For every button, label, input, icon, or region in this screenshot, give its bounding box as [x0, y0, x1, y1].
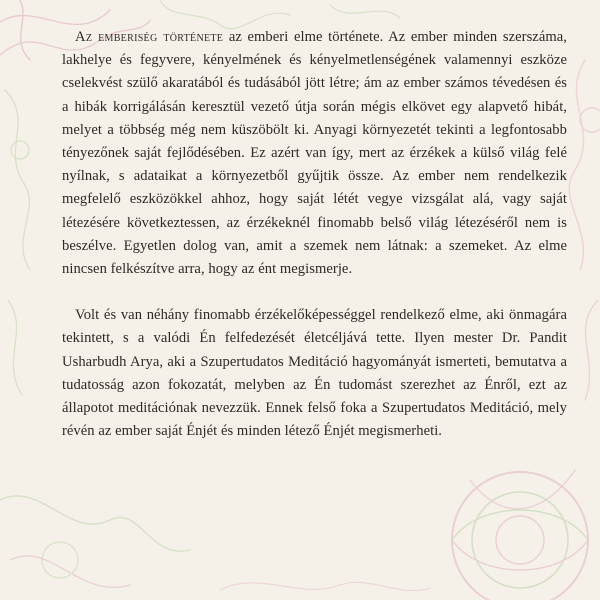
paragraph-1: [62, 26, 567, 281]
paragraph-2-text: Volt és van néhány finomabb érzékelőképességgel rendelkező elme, aki önmagára tekintett, s a valódi Én felfedezését életcéljává tette. Ilyen mester Dr. Pandit Usharbudh Arya, aki a Szupertudatos Meditáció hagyományát ismerteti, bemutatva a tudatosság azon fokozatát, melyben az Én tudomást szerezhet az Énről, ezt az állapotot meditációnak nevezzük. Ennek felső foka a Szupertudatos Meditáció, mely révén az ember saját Énjét és minden létező Énjét megismerheti.: [62, 307, 567, 440]
left-side-ornament: [5, 90, 30, 395]
bottom-right-ornament: [452, 470, 588, 600]
bottom-left-ornament: [0, 496, 190, 588]
right-side-ornament: [569, 60, 600, 400]
text-page: [62, 26, 567, 443]
paragraph-2: [62, 304, 567, 443]
paragraph-1-lead: Az emberiség története: [75, 29, 224, 45]
paragraph-1-text: az emberi elme története. Az ember minden szerszáma, lakhelye és fegyvere, kényelmének és kényelmetlenségének valamennyi eszköze cselekvést szülő akaratából és tudásából jött létre; ám az ember számos tévedésen és a hibák korrigálásán keresztül vezető útja során mégis elkövet egy alapvető hibát, melyet a többség még nem küszöbölt ki. Anyagi környezetét tekinti a legfontosabb tényezőnek saját fejlődésében. Ez azért van így, mert az érzékek a külső világ felé nyílnak, s adataikat a környezetből gyűjtik össze. Az ember nem rendelkezik megfelelő eszközökkel ahhoz, hogy saját létét vegye vizsgálat alá, vagy saját létezésére következtessen, az érzékeknél finomabb belső világ létezéséről nem is beszélve. Egyetlen dolog van, amit a szemek nem látnak: a szemeket. Az elme nincsen felkészítve arra, hogy az ént megismerje.: [62, 29, 567, 278]
